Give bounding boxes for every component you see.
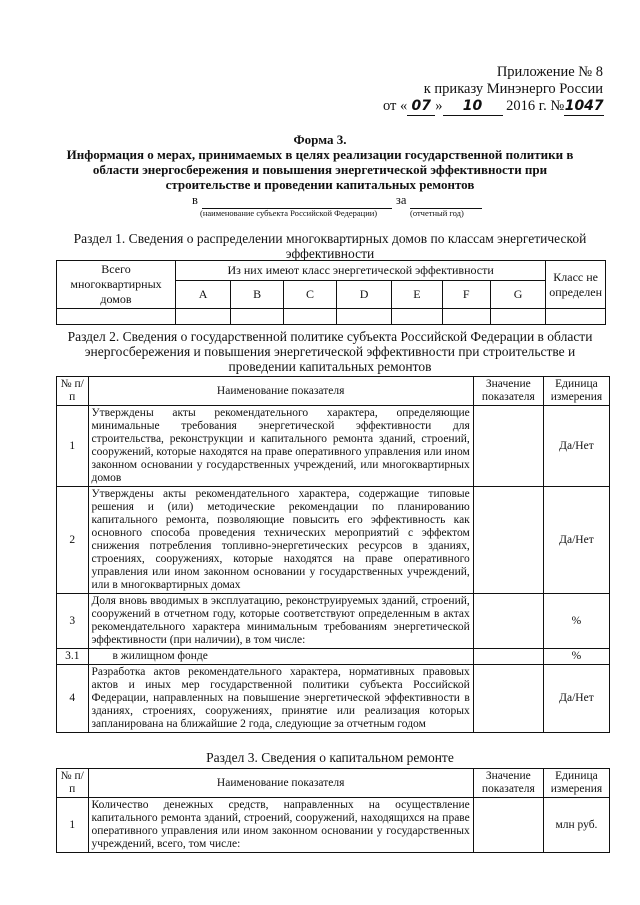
row-num: 1 [57,798,89,853]
class-a: A [176,280,231,308]
row-num: 2 [57,487,89,594]
header-value: Значение показателя [473,377,543,406]
row-name: Количество денежных средств, направленных на осуществление капитального ремонта зданий, строений, сооружений, находящихся на праве оперативного управления или ином законном основании у государственных учреждений, всего, том числе: [88,798,473,853]
info-title: Информация о мерах, принимаемых в целях реализации государственной политики в области энергосбережения и повышения энергетической эффективности при строительстве и проведении капитальных ремонтов [66,147,574,192]
table-row [57,487,610,594]
row-value [473,594,543,649]
cell-empty [231,309,284,325]
year-blank [410,193,482,209]
header-value: Значение показателя [473,769,543,798]
caption-subject: (наименование субъекта Российской Федерации) [200,208,378,218]
row-value [473,406,543,487]
table-row [57,798,610,853]
date-year: 2016 г. № [506,98,565,114]
section2-title: Раздел 2. Сведения о государственной политике субъекта Российской Федерации в области энергосбережения и повышения энергетической эффективности при строительстве и проведении капитальных ремонтов [67,329,593,374]
row-name: Доля вновь вводимых в эксплуатацию, реконструируемых зданий, строений, сооружений в отчетном году, которые соответствуют определенным в актах рекомендательного характера минимальным требованиям энергетической эффективности (при наличии), в том числе: [88,594,473,649]
table-row [57,594,610,649]
row-unit: % [543,594,609,649]
cell-empty [392,309,443,325]
cell-empty [176,309,231,325]
row-value [473,798,543,853]
section3-table [56,768,610,853]
appendix-block [383,64,603,116]
row-name: Утверждены акты рекомендательного характера, определяющие минимальные требования энергетической эффективности для строительства, реконструкции и капитального ремонта зданий, строений, сооружений, которые находятся на праве оперативного управления или ином законном основании у государственных учреждений, или многоквартирных домов [88,406,473,487]
table-row [57,665,610,733]
section2-table [56,376,610,733]
col-class-undefined: Класс не определен [546,261,606,309]
date-prefix: от « [383,98,408,114]
header-name: Наименование показателя [88,377,473,406]
subject-blank [202,193,392,209]
row-unit: Да/Нет [543,406,609,487]
appendix-line-1: Приложение № 8 [496,64,603,80]
cell-empty [546,309,606,325]
row-name: Утверждены акты рекомендательного характера, содержащие типовые решения и (или) методические рекомендации по планированию капитального ремонта, позволяющие повысить его эффективность как основного способа проведения технических мероприятий с эффектом снижения потребления топливно-энергетических ресурсов в зданиях, строениях, сооружениях, которые находятся на праве оперативного управления или ином законном основании у государственных учреждений, или в многоквартирных домах [88,487,473,594]
cell-empty [57,309,176,325]
header-num: № п/п [57,769,89,798]
form-title: Форма 3. [293,132,347,147]
row-value [473,487,543,594]
header-unit: Единица измерения [543,769,609,798]
section1-title: Раздел 1. Сведения о распределении многоквартирных домов по классам энергетической эффективности [73,231,587,261]
row-name: Разработка актов рекомендательного характера, нормативных правовых актов и иных мер государственной политики субъекта Российской Федерации, направленных на повышение энергетической эффективности в зданиях, строениях, сооружениях, принятие или реализация которых запланирована на ближайшие 2 года, следующие за отчетным годом [88,665,473,733]
class-d: D [336,280,391,308]
class-b: B [231,280,284,308]
row-unit: % [543,649,609,665]
subject-middle: за [395,193,407,207]
subject-prefix: в [192,193,198,207]
appendix-date-line [383,98,603,116]
row-unit: Да/Нет [543,665,609,733]
col-total-houses: Всего многоквартирных домов [57,261,176,309]
date-day: 07 [407,98,435,116]
class-c: C [284,280,337,308]
class-f: F [442,280,490,308]
table-row [57,649,610,665]
cell-empty [490,309,545,325]
header-num: № п/п [57,377,89,406]
row-value [473,665,543,733]
row-name: в жилищном фонде [88,649,473,665]
table-row [57,406,610,487]
cell-empty [442,309,490,325]
class-e: E [392,280,443,308]
cell-empty [336,309,391,325]
row-unit: Да/Нет [543,487,609,594]
row-unit: млн руб. [543,798,609,853]
cell-empty [284,309,337,325]
subject-line [192,193,492,209]
date-month: 10 [443,98,503,116]
section3-title: Раздел 3. Сведения о капитальном ремонте [206,750,454,765]
row-num: 1 [57,406,89,487]
header-name: Наименование показателя [88,769,473,798]
class-g: G [490,280,545,308]
section1-table [56,260,606,325]
row-value [473,649,543,665]
col-class-group: Из них имеют класс энергетической эффективности [176,261,546,281]
appendix-line-2: к приказу Минэнерго России [423,81,603,97]
row-num: 3 [57,594,89,649]
row-num: 3.1 [57,649,89,665]
order-number: 1047 [564,98,604,114]
row-num: 4 [57,665,89,733]
caption-year: (отчетный год) [410,208,464,218]
header-unit: Единица измерения [543,377,609,406]
date-mid: » [435,98,443,114]
